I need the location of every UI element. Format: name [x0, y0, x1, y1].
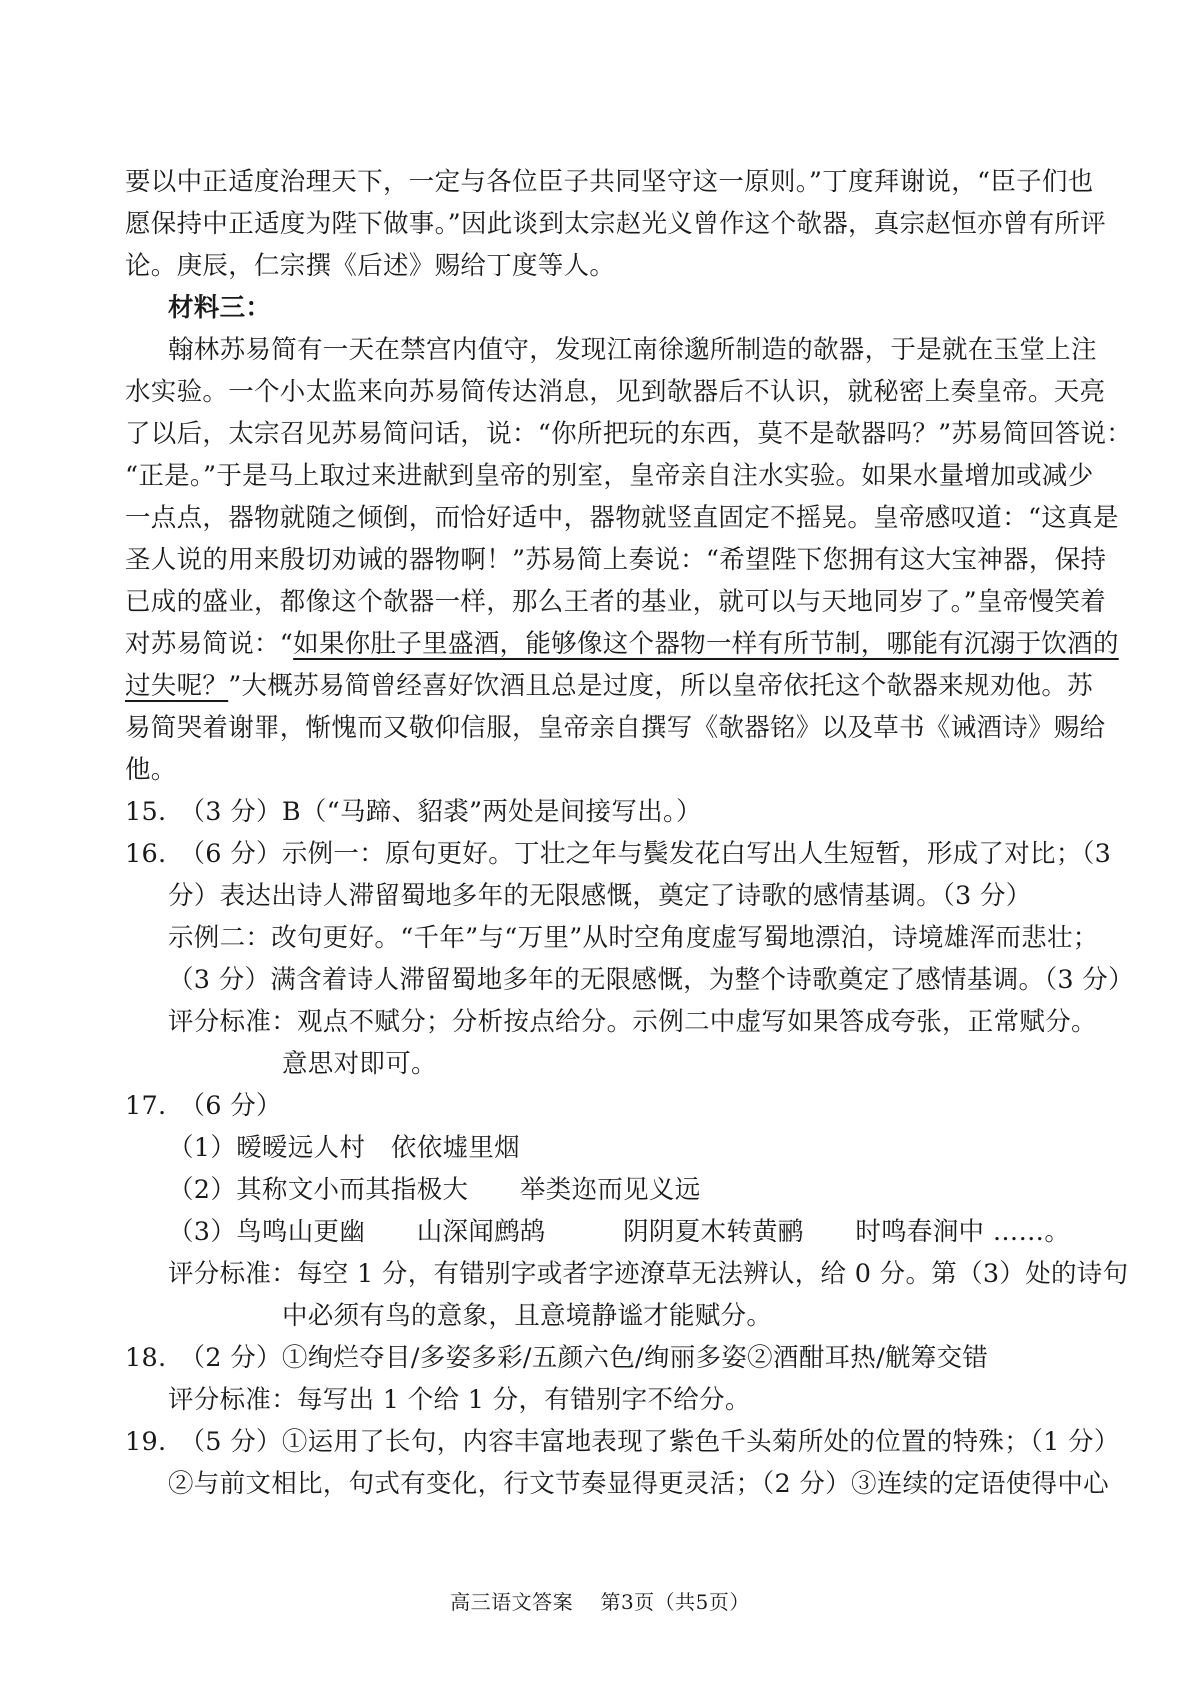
answer-15: 15. （3 分）B（“马蹄、貂裘”两处是间接写出。） [125, 797, 702, 827]
text-line: ②与前文相比，句式有变化，行文节奏显得更灵活；（2 分）③连续的定语使得中心 [168, 1469, 1109, 1499]
section-heading-material-3: 材料三： [168, 293, 272, 323]
text-line [125, 668, 1093, 704]
text-line: 水实验。一个小太监来向苏易简传达消息，见到欹器后不认识，就秘密上奏皇帝。天亮 [125, 377, 1106, 407]
text-line: 愿保持中正适度为陛下做事。”因此谈到太宗赵光义曾作这个欹器，真宗赵恒亦曾有所评 [125, 209, 1106, 239]
answer-19: 19. （5 分）①运用了长句，内容丰富地表现了紫色千头菊所处的位置的特殊；（1 分） [125, 1427, 1120, 1457]
text-line: 翰林苏易简有一天在禁宫内值守，发现江南徐邈所制造的欹器，于是就在玉堂上注 [168, 335, 1097, 365]
text-line: （3）鸟鸣山更幽 山深闻鹧鸪 阴阴夏木转黄鹂 时鸣春涧中 ……。 [168, 1217, 1071, 1247]
text-line: 易简哭着谢罪，惭愧而又敬仰信服，皇帝亲自撰写《欹器铭》以及草书《诫酒诗》赐给 [125, 713, 1106, 743]
text-line: 中必须有鸟的意象，且意境静谧才能赋分。 [282, 1301, 773, 1331]
underlined-sentence-end: 过失呢？ [125, 671, 229, 701]
answer-16: 16. （6 分）示例一：原句更好。丁壮之年与鬓发花白写出人生短暂，形成了对比；（3 [125, 839, 1112, 869]
answer-17: 17. （6 分） [125, 1091, 282, 1121]
text-line: 他。 [125, 755, 177, 785]
text-line: 圣人说的用来殷切劝诫的器物啊！”苏易简上奏说：“希望陛下您拥有这大宝神器，保持 [125, 545, 1107, 575]
text-line: 意思对即可。 [282, 1049, 437, 1079]
text-segment: ”大概苏易简曾经喜好饮酒且总是过度，所以皇帝依托这个欹器来规劝他。苏 [228, 671, 1093, 701]
text-line: 分）表达出诗人滞留蜀地多年的无限感慨，奠定了诗歌的感情基调。（3 分） [168, 881, 1032, 911]
text-line: （1）暧暧远人村 依依墟里烟 [168, 1133, 520, 1163]
text-line: 示例二：改句更好。“千年”与“万里”从时空角度虚写蜀地漂泊，诗境雄浑而悲壮； [168, 923, 1099, 953]
text-segment: 对苏易简说：“ [125, 629, 294, 659]
text-line [125, 626, 1119, 662]
text-line: 要以中正适度治理天下，一定与各位臣子共同坚守这一原则。”丁度拜谢说，“臣子们也 [125, 167, 1094, 197]
scoring-criteria: 评分标准：每写出 1 个给 1 分，有错别字不给分。 [168, 1385, 751, 1415]
text-line: 了以后，太宗召见苏易简问话，说：“你所把玩的东西，莫不是欹器吗？”苏易简回答说： [125, 419, 1133, 449]
text-line: （2）其称文小而其指极大 举类迩而见义远 [168, 1175, 701, 1205]
text-line: （3 分）满含着诗人滞留蜀地多年的无限感慨，为整个诗歌奠定了感情基调。（3 分） [168, 965, 1134, 995]
underlined-sentence: 如果你肚子里盛酒，能够像这个器物一样有所节制，哪能有沉溺于饮酒的 [293, 629, 1119, 659]
text-line: 已成的盛业，都像这个欹器一样，那么王者的基业，就可以与天地同岁了。”皇帝慢笑着 [125, 587, 1106, 617]
text-line: 一点点，器物就随之倾倒，而恰好适中，器物就竖直固定不摇晃。皇帝感叹道：“这真是 [125, 503, 1119, 533]
page-footer: 高三语文答案 第3页（共5页） [450, 1590, 750, 1614]
scoring-criteria: 评分标准：每空 1 分，有错别字或者字迹潦草无法辨认，给 0 分。第（3）处的诗句 [168, 1259, 1129, 1289]
text-line: “正是。”于是马上取过来进献到皇帝的别室，皇帝亲自注水实验。如果水量增加或减少 [125, 461, 1094, 491]
answer-18: 18. （2 分）①绚烂夺目/多姿多彩/五颜六色/绚丽多姿②酒酣耳热/觥筹交错 [125, 1343, 989, 1373]
text-line: 论。庚辰，仁宗撰《后述》赐给丁度等人。 [125, 251, 616, 281]
scoring-criteria: 评分标准：观点不赋分；分析按点给分。示例二中虚写如果答成夸张，正常赋分。 [168, 1007, 1097, 1037]
